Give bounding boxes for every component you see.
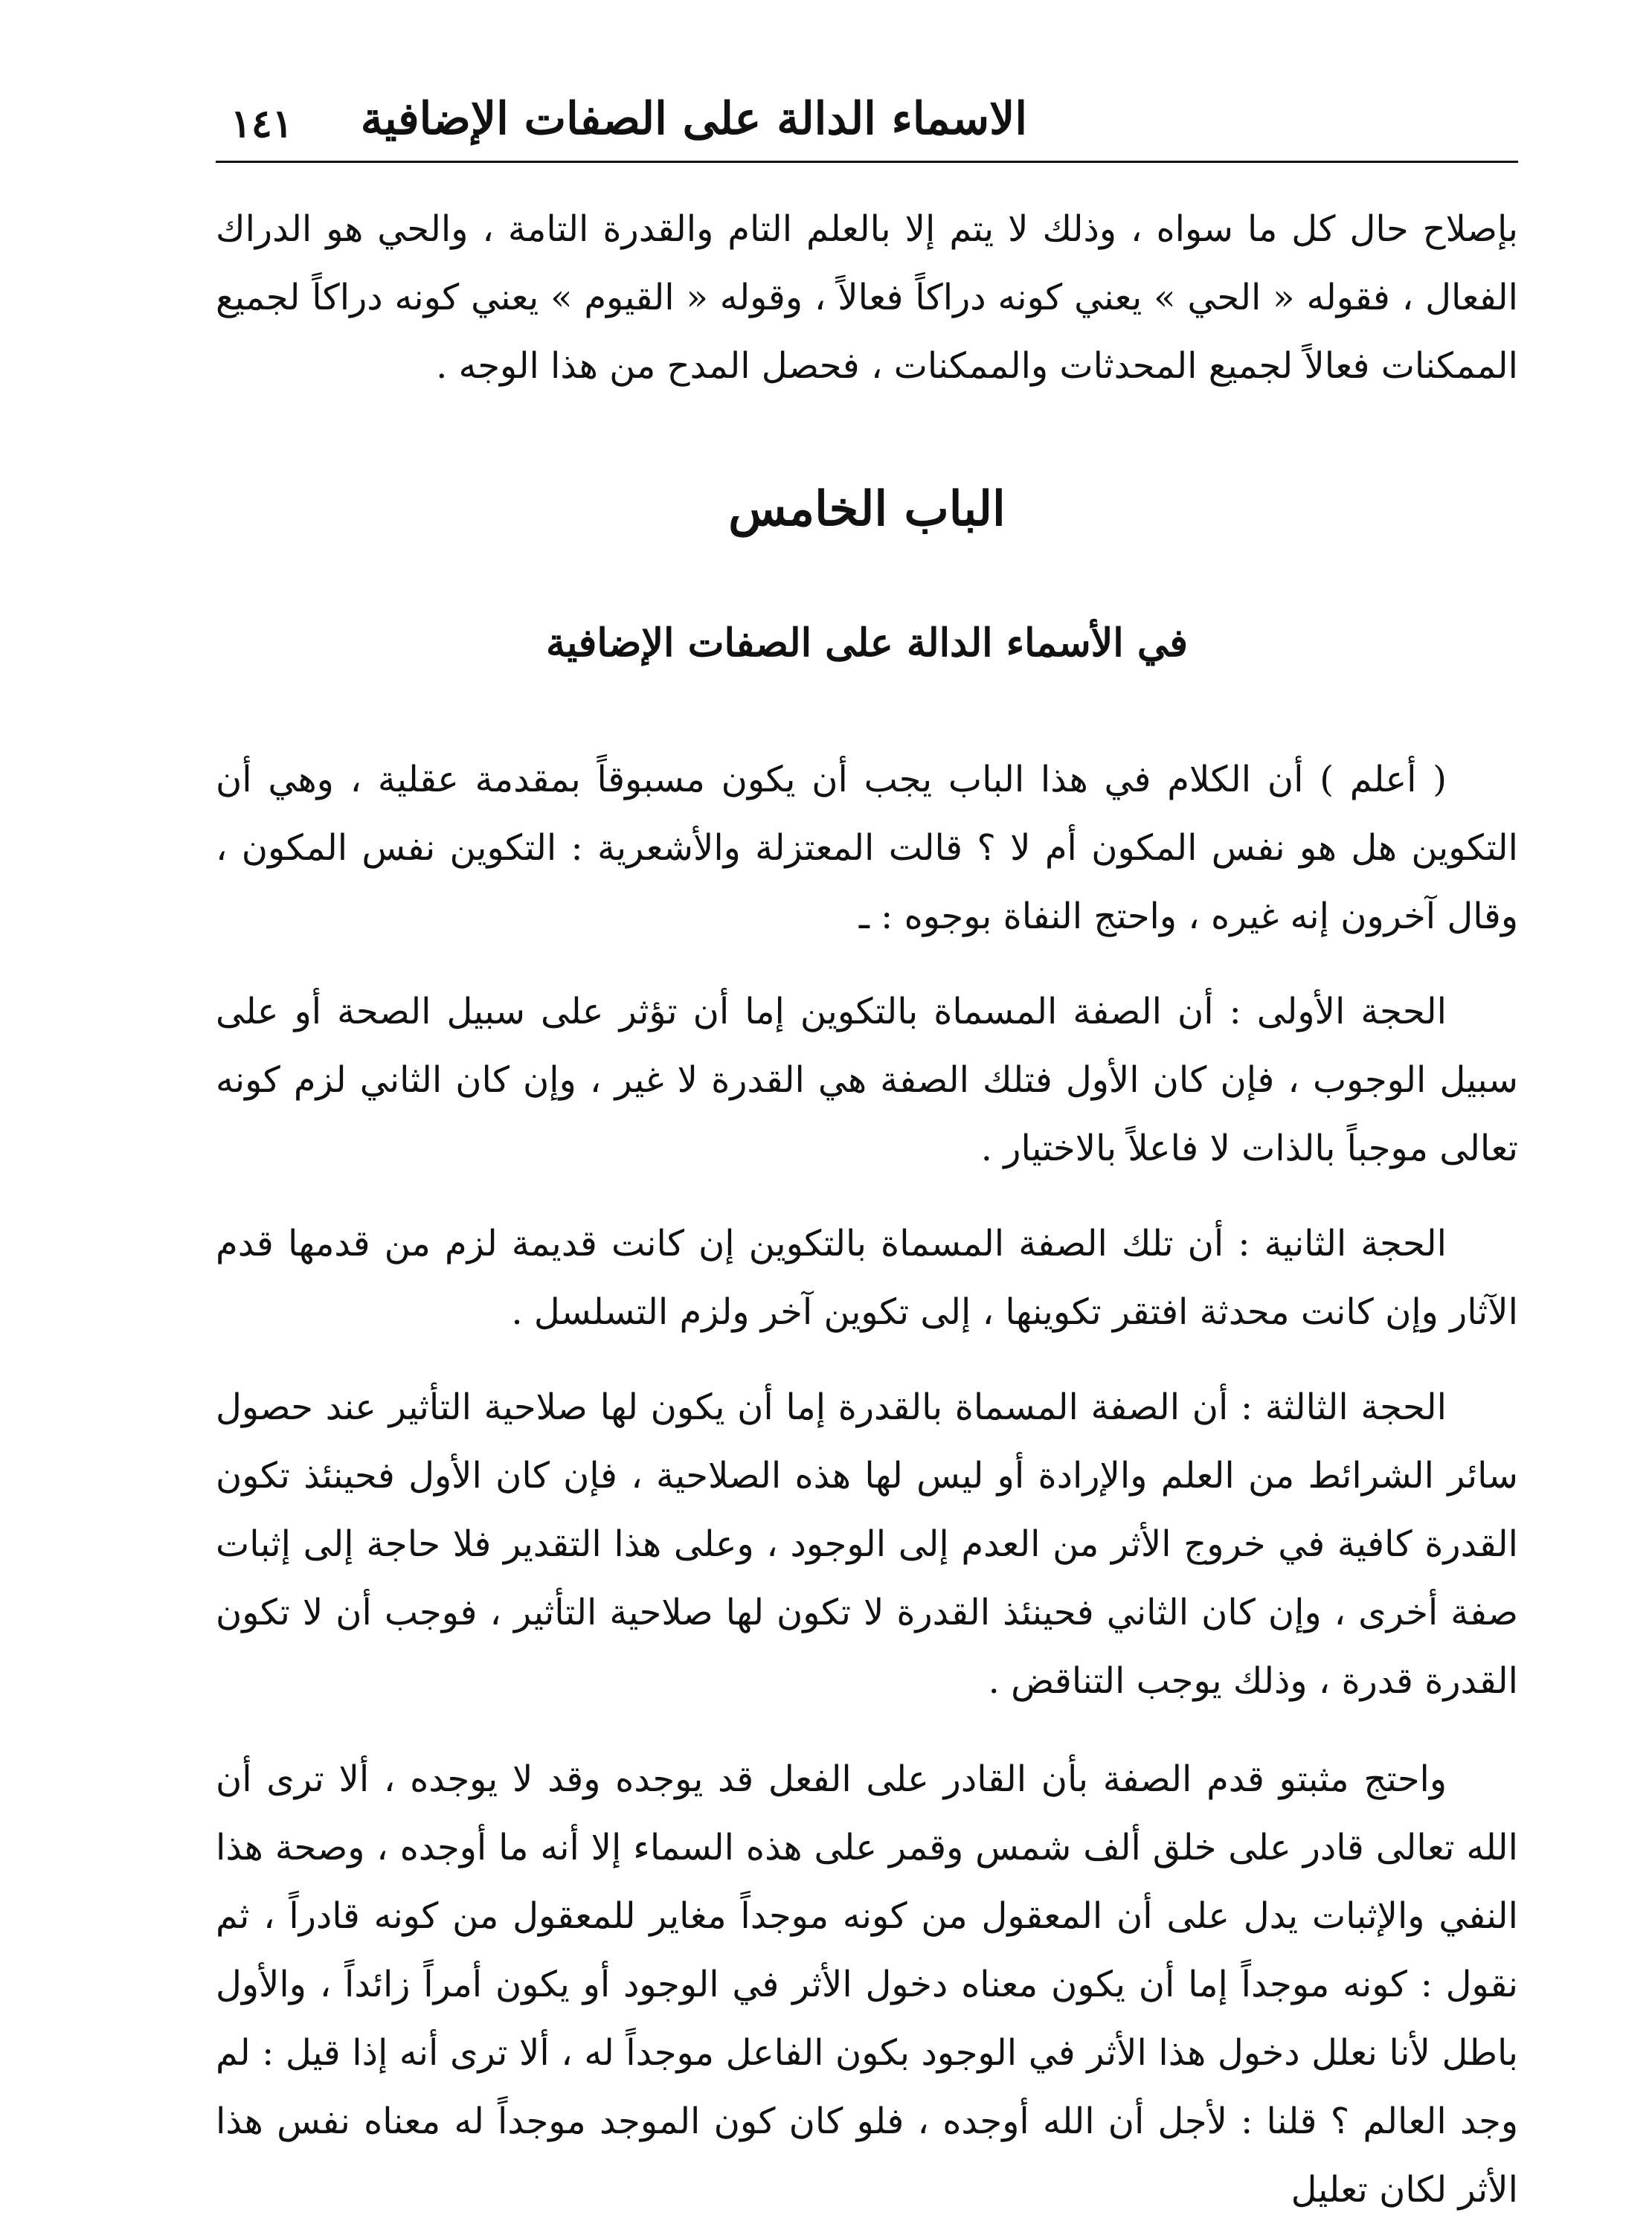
chapter-subtitle: في الأسماء الدالة على الصفات الإضافية [545, 620, 1189, 666]
paragraph-intro: ( أعلم ) أن الكلام في هذا الباب يجب أن يكون مسبوقاً بمقدمة عقلية ، وهي أن التكوين هل هو نفس المكون أم لا ؟ قالت المعتزلة والأشعرية : التكوين نفس المكون ، وقال آخرون إنه غيره ، واحتج النفاة بوجوه : ـ [216, 759, 1518, 937]
paragraph-counter-argument: واحتج مثبتو قدم الصفة بأن القادر على الفعل قد يوجده وقد لا يوجده ، ألا ترى أن الله تعالى قادر على خلق ألف شمس وقمر على هذه السماء إلا أنه ما أوجده ، وصحة هذا النفي والإثبات يدل على أن المعقول من كونه موجداً مغاير للمعقول من كونه قادراً ، ثم نقول : كونه موجداً إما أن يكون معناه دخول الأثر في الوجود أو يكون أمراً زائداً ، والأول باطل لأنا نعلل دخول هذا الأثر في الوجود بكون الفاعل موجداً له ، ألا ترى أنه إذا قيل : لم وجد العالم ؟ قلنا : لأجل أن الله أوجده ، فلو كان كون الموجد موجداً له معناه نفس هذا الأثر لكان تعليل [216, 1758, 1519, 2211]
page-body [216, 195, 1518, 2224]
header-rule [216, 161, 1518, 163]
running-header [216, 89, 1518, 149]
page-number: ١٤١ [231, 101, 293, 147]
paragraph-second-argument: الحجة الثانية : أن تلك الصفة المسماة بالتكوين إن كانت قديمة لزم من قدمها قدم الآثار وإن كانت محدثة افتقر تكوينها ، إلى تكوين آخر ولزم التسلسل . [216, 1223, 1518, 1333]
chapter-title: الباب الخامس [728, 481, 1006, 537]
paragraph-continuation: بإصلاح حال كل ما سواه ، وذلك لا يتم إلا بالعلم التام والقدرة التامة ، والحي هو الدراك الفعال ، فقوله « الحي » يعني كونه دراكاً فعالاً ، وقوله « القيوم » يعني كونه دراكاً لجميع الممكنات فعالاً لجميع المحدثات والممكنات ، فحصل المدح من هذا الوجه . [216, 208, 1518, 387]
paragraph-third-argument: الحجة الثالثة : أن الصفة المسماة بالقدرة إما أن يكون لها صلاحية التأثير عند حصول سائر الشرائط من العلم والإرادة أو ليس لها هذه الصلاحية ، فإن كان الأول فحينئذ تكون القدرة كافية في خروج الأثر من العدم إلى الوجود ، وعلى هذا التقدير فلا حاجة إلى إثبات صفة أخرى ، وإن كان الثاني فحينئذ القدرة لا تكون لها صلاحية التأثير ، فوجب أن لا تكون القدرة قدرة ، وذلك يوجب التناقض . [216, 1386, 1518, 1702]
paragraph-first-argument: الحجة الأولى : أن الصفة المسماة بالتكوين إما أن تؤثر على سبيل الصحة أو على سبيل الوجوب ، فإن كان الأول فتلك الصفة هي القدرة لا غير ، وإن كان الثاني لزم كونه تعالى موجباً بالذات لا فاعلاً بالاختيار . [216, 991, 1518, 1169]
running-title: الاسماء الدالة على الصفات الإضافية [360, 93, 1027, 145]
